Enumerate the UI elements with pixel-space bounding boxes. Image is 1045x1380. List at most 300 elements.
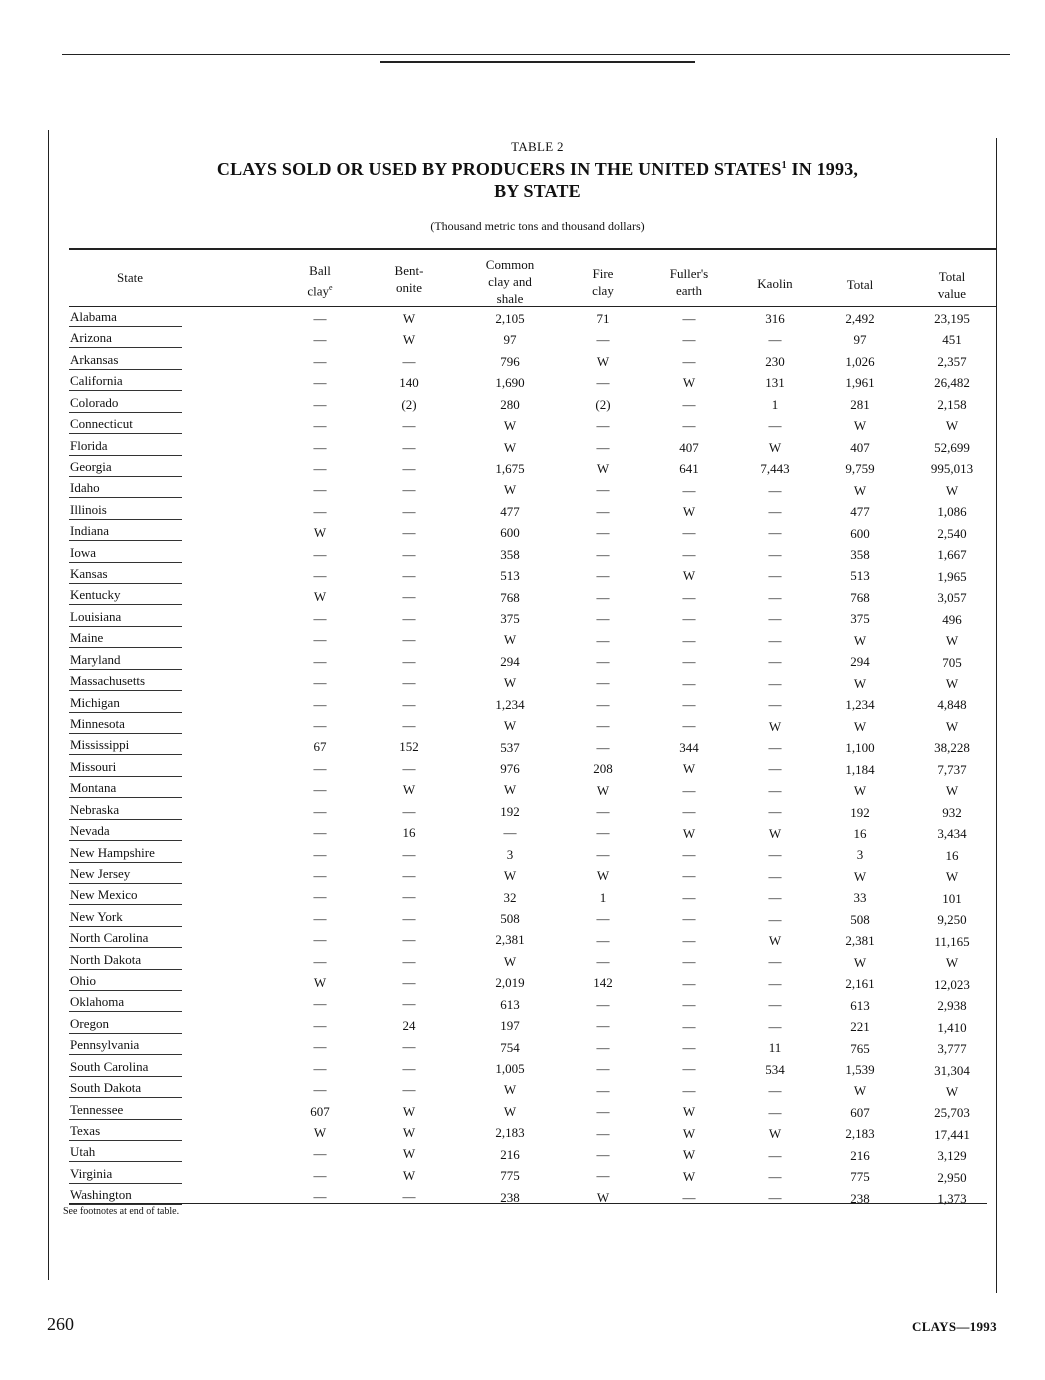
cell-kaolin: — bbox=[768, 911, 782, 927]
cell-fullers-earth: W bbox=[682, 1125, 696, 1141]
cell-fire-clay: — bbox=[596, 1146, 610, 1162]
cell-total: 508 bbox=[850, 911, 870, 927]
cell-total-value: 3,777 bbox=[937, 1041, 967, 1057]
cell-common-clay: 2,105 bbox=[495, 311, 525, 326]
cell-bentonite: — bbox=[402, 696, 416, 712]
state-underline bbox=[69, 412, 182, 413]
cell-bentonite: — bbox=[402, 525, 416, 541]
cell-bentonite: — bbox=[402, 932, 416, 948]
cell-total-value: 11,165 bbox=[934, 933, 970, 949]
cell-ball-clay: — bbox=[313, 932, 327, 948]
cell-bentonite: — bbox=[402, 632, 416, 648]
cell-kaolin: — bbox=[768, 804, 782, 820]
state-underline bbox=[69, 947, 182, 948]
cell-fire-clay: — bbox=[596, 568, 610, 584]
title-footnote-mark: 1 bbox=[781, 160, 787, 171]
cell-common-clay: W bbox=[503, 782, 517, 798]
cell-common-clay: 600 bbox=[500, 525, 520, 541]
cell-bentonite: (2) bbox=[401, 396, 417, 412]
cell-bentonite: 24 bbox=[402, 1017, 416, 1033]
cell-bentonite: — bbox=[402, 996, 416, 1012]
table-row bbox=[0, 330, 1045, 351]
cell-total: 2,183 bbox=[845, 1126, 875, 1142]
table-row bbox=[0, 823, 1045, 844]
cell-ball-clay: — bbox=[313, 1146, 327, 1162]
cell-fire-clay: 142 bbox=[593, 975, 613, 991]
top-rule bbox=[62, 54, 1010, 55]
cell-total-value: 995,013 bbox=[930, 461, 974, 477]
state-name: Utah bbox=[70, 1144, 96, 1160]
cell-total: 221 bbox=[850, 1019, 870, 1035]
cell-total: W bbox=[853, 675, 867, 691]
header-ball-clay-line2: clay bbox=[307, 283, 330, 299]
cell-kaolin: — bbox=[768, 975, 782, 991]
cell-kaolin: — bbox=[768, 1104, 782, 1120]
cell-bentonite: — bbox=[402, 1082, 416, 1098]
cell-bentonite: — bbox=[402, 867, 416, 883]
cell-total-value: 31,304 bbox=[934, 1062, 970, 1078]
state-underline bbox=[69, 712, 182, 713]
cell-total: 97 bbox=[853, 332, 867, 348]
header-bentonite-line1: Bent- bbox=[394, 263, 424, 278]
cell-common-clay: 97 bbox=[503, 332, 517, 348]
state-underline bbox=[69, 1183, 182, 1184]
title-line1 bbox=[217, 159, 858, 179]
table-row bbox=[0, 1166, 1045, 1187]
cell-fire-clay: — bbox=[596, 846, 610, 862]
cell-total-value: W bbox=[945, 482, 959, 498]
cell-total: W bbox=[853, 954, 867, 970]
cell-common-clay: W bbox=[503, 953, 517, 969]
cell-ball-clay: — bbox=[313, 760, 327, 776]
state-underline bbox=[69, 1054, 182, 1055]
cell-total-value: W bbox=[945, 869, 959, 885]
cell-common-clay: 3 bbox=[506, 846, 514, 862]
cell-kaolin: — bbox=[768, 1147, 782, 1163]
state-name: South Carolina bbox=[70, 1058, 149, 1074]
cell-total-value: 9,250 bbox=[937, 912, 967, 928]
cell-total: 1,100 bbox=[845, 740, 875, 756]
cell-fullers-earth: W bbox=[682, 375, 696, 391]
cell-ball-clay: — bbox=[313, 675, 327, 691]
cell-ball-clay: — bbox=[313, 546, 327, 562]
header-total-text: Total bbox=[846, 277, 874, 292]
table-row bbox=[0, 845, 1045, 866]
table-row bbox=[0, 587, 1045, 608]
cell-fullers-earth: — bbox=[682, 782, 696, 798]
cell-ball-clay: — bbox=[313, 696, 327, 712]
cell-fullers-earth: — bbox=[682, 868, 696, 884]
table-row bbox=[0, 1144, 1045, 1165]
cell-bentonite: — bbox=[402, 675, 416, 691]
state-name: Florida bbox=[70, 437, 108, 453]
cell-bentonite: — bbox=[402, 503, 416, 519]
cell-ball-clay: — bbox=[313, 632, 327, 648]
state-name: Virginia bbox=[70, 1165, 113, 1181]
cell-fire-clay: 208 bbox=[593, 761, 613, 777]
cell-bentonite: — bbox=[402, 1060, 416, 1076]
cell-fullers-earth: 407 bbox=[679, 439, 699, 455]
cell-fire-clay: — bbox=[596, 375, 610, 391]
table-row bbox=[0, 780, 1045, 801]
cell-fullers-earth: W bbox=[682, 1168, 696, 1184]
cell-total-value: 16 bbox=[945, 847, 959, 863]
cell-fire-clay: — bbox=[596, 546, 610, 562]
table-row bbox=[0, 652, 1045, 673]
cell-bentonite: — bbox=[402, 610, 416, 626]
cell-fire-clay: — bbox=[596, 804, 610, 819]
cell-kaolin: — bbox=[768, 332, 782, 348]
state-underline bbox=[69, 455, 182, 456]
cell-ball-clay: — bbox=[313, 418, 327, 434]
state-name: Maryland bbox=[70, 651, 121, 667]
cell-bentonite: W bbox=[402, 1103, 416, 1119]
cell-ball-clay: — bbox=[313, 482, 327, 498]
header-ball-clay bbox=[290, 262, 350, 299]
cell-fire-clay: — bbox=[596, 675, 610, 691]
cell-common-clay: W bbox=[503, 482, 517, 498]
cell-fullers-earth: — bbox=[682, 353, 696, 369]
state-name: Montana bbox=[70, 780, 117, 796]
cell-total: 281 bbox=[850, 396, 870, 412]
cell-bentonite: — bbox=[402, 846, 416, 862]
cell-common-clay: W bbox=[503, 439, 517, 455]
cell-fullers-earth: — bbox=[682, 654, 696, 670]
state-name: Minnesota bbox=[70, 715, 125, 731]
cell-fullers-earth: — bbox=[682, 675, 696, 691]
table-row bbox=[0, 952, 1045, 973]
table-row bbox=[0, 309, 1045, 330]
cell-kaolin: — bbox=[768, 697, 782, 713]
cell-ball-clay: — bbox=[313, 846, 327, 862]
cell-fire-clay: W bbox=[596, 1189, 610, 1205]
cell-total-value: W bbox=[945, 633, 959, 649]
cell-total: 1,026 bbox=[845, 353, 875, 369]
cell-ball-clay: — bbox=[313, 375, 327, 391]
cell-common-clay: 216 bbox=[500, 1146, 520, 1162]
cell-total-value: 52,699 bbox=[934, 439, 970, 455]
cell-total-value: 2,540 bbox=[937, 525, 967, 541]
cell-ball-clay: W bbox=[313, 589, 327, 605]
cell-common-clay: W bbox=[503, 1082, 517, 1098]
header-fullers-earth-line1: Fuller's bbox=[669, 266, 709, 281]
state-underline bbox=[69, 776, 182, 777]
header-fire-clay-line1: Fire bbox=[592, 266, 614, 281]
cell-total: W bbox=[853, 1083, 867, 1099]
cell-fire-clay: — bbox=[596, 611, 610, 627]
state-name: Kansas bbox=[70, 566, 108, 582]
state-name: Missouri bbox=[70, 758, 117, 774]
cell-kaolin: 7,443 bbox=[760, 461, 790, 477]
header-total bbox=[830, 276, 890, 293]
cell-kaolin: 230 bbox=[765, 353, 785, 369]
cell-ball-clay: — bbox=[313, 1060, 327, 1076]
cell-fullers-earth: — bbox=[682, 546, 696, 562]
cell-bentonite: — bbox=[402, 439, 416, 455]
state-underline bbox=[69, 904, 182, 905]
state-underline bbox=[69, 1076, 182, 1077]
state-underline bbox=[69, 562, 182, 563]
table-subtitle: (Thousand metric tons and thousand dollars) bbox=[430, 219, 645, 233]
cell-total: 375 bbox=[850, 611, 870, 627]
cell-fullers-earth: — bbox=[682, 847, 696, 863]
cell-total-value: 2,938 bbox=[937, 998, 967, 1014]
header-common-clay-line3: shale bbox=[496, 291, 524, 306]
cell-common-clay: 197 bbox=[500, 1018, 520, 1034]
cell-common-clay: W bbox=[503, 868, 517, 884]
running-head: CLAYS—1993 bbox=[912, 1319, 997, 1334]
table-row bbox=[0, 973, 1045, 994]
state-name: Indiana bbox=[70, 523, 109, 539]
cell-fire-clay: — bbox=[596, 696, 610, 712]
cell-ball-clay: — bbox=[313, 353, 327, 369]
cell-fullers-earth: — bbox=[682, 889, 696, 905]
state-underline bbox=[69, 497, 182, 498]
state-name: Texas bbox=[70, 1122, 101, 1138]
cell-fullers-earth: — bbox=[682, 975, 696, 991]
cell-fire-clay: W bbox=[596, 782, 610, 798]
cell-common-clay: W bbox=[503, 1103, 517, 1119]
cell-fullers-earth: — bbox=[682, 418, 696, 434]
state-underline bbox=[69, 1033, 182, 1034]
cell-kaolin: — bbox=[768, 997, 782, 1013]
footnote: See footnotes at end of table. bbox=[63, 1206, 180, 1217]
cell-total: 192 bbox=[850, 804, 870, 820]
cell-total: 607 bbox=[850, 1104, 870, 1120]
cell-fullers-earth: — bbox=[682, 332, 696, 348]
cell-total: 613 bbox=[850, 997, 870, 1013]
cell-kaolin: — bbox=[768, 482, 782, 498]
table-row bbox=[0, 1059, 1045, 1080]
cell-ball-clay: — bbox=[313, 1167, 327, 1183]
state-underline bbox=[69, 862, 182, 863]
page-number: 260 bbox=[47, 1314, 74, 1334]
state-underline bbox=[69, 690, 182, 691]
cell-total: 775 bbox=[850, 1169, 870, 1185]
cell-total-value: 1,965 bbox=[937, 568, 967, 584]
cell-ball-clay: — bbox=[313, 953, 327, 969]
cell-total-value: 3,129 bbox=[937, 1148, 967, 1164]
header-ball-clay-line1: Ball bbox=[309, 263, 331, 278]
table-row bbox=[0, 545, 1045, 566]
cell-total: 2,161 bbox=[845, 976, 875, 992]
cell-fullers-earth: — bbox=[682, 932, 696, 948]
state-name: Nebraska bbox=[70, 801, 120, 817]
cell-bentonite: W bbox=[402, 1167, 416, 1183]
cell-kaolin: — bbox=[768, 782, 782, 798]
cell-total-value: 1,667 bbox=[937, 547, 967, 563]
table-row bbox=[0, 737, 1045, 758]
state-underline bbox=[69, 840, 182, 841]
cell-fullers-earth: — bbox=[682, 1061, 696, 1077]
cell-ball-clay: W bbox=[313, 975, 327, 991]
state-name: Washington bbox=[70, 1187, 132, 1203]
state-name: Arizona bbox=[70, 330, 112, 346]
cell-ball-clay: W bbox=[313, 525, 327, 541]
cell-total: 477 bbox=[850, 504, 870, 520]
cell-fire-clay: — bbox=[596, 1039, 610, 1055]
cell-fullers-earth: W bbox=[682, 503, 696, 519]
cell-total-value: 496 bbox=[942, 611, 962, 627]
cell-fire-clay: — bbox=[596, 1082, 610, 1098]
table-row bbox=[0, 1080, 1045, 1101]
header-bentonite-line2: onite bbox=[396, 280, 422, 295]
cell-common-clay: 508 bbox=[500, 910, 520, 926]
cell-bentonite: W bbox=[402, 1124, 416, 1140]
cell-fire-clay: — bbox=[596, 954, 610, 970]
cell-ball-clay: — bbox=[313, 1082, 327, 1098]
cell-ball-clay: — bbox=[313, 332, 327, 348]
cell-bentonite: 152 bbox=[399, 739, 419, 755]
cell-total: 238 bbox=[850, 1190, 870, 1206]
state-underline bbox=[69, 626, 182, 627]
cell-total-value: 101 bbox=[942, 890, 962, 906]
cell-total: W bbox=[853, 632, 867, 648]
cell-common-clay: 613 bbox=[500, 996, 520, 1012]
state-underline bbox=[69, 604, 182, 605]
cell-fire-clay: W bbox=[596, 353, 610, 369]
header-total-value-line2: value bbox=[937, 286, 967, 301]
cell-kaolin: — bbox=[768, 954, 782, 970]
state-name: Tennessee bbox=[70, 1101, 124, 1117]
cell-kaolin: — bbox=[768, 611, 782, 627]
cell-fire-clay: — bbox=[596, 1168, 610, 1184]
cell-bentonite: — bbox=[402, 717, 416, 733]
cell-bentonite: — bbox=[402, 460, 416, 476]
state-name: Nevada bbox=[70, 823, 110, 839]
cell-total: W bbox=[853, 783, 867, 799]
table-row bbox=[0, 630, 1045, 651]
cell-common-clay: 1,690 bbox=[495, 375, 525, 391]
cell-kaolin: 11 bbox=[768, 1040, 782, 1056]
cell-fire-clay: — bbox=[596, 825, 610, 841]
cell-total-value: 26,482 bbox=[934, 375, 970, 391]
cell-common-clay: 375 bbox=[500, 610, 520, 626]
cell-total: 768 bbox=[850, 589, 870, 605]
cell-total-value: 1,410 bbox=[937, 1019, 967, 1035]
table-row bbox=[0, 523, 1045, 544]
state-underline bbox=[69, 1161, 182, 1162]
cell-fire-clay: W bbox=[596, 461, 610, 477]
cell-fullers-earth: — bbox=[682, 482, 696, 498]
cell-kaolin: — bbox=[768, 847, 782, 863]
table-label: TABLE 2 bbox=[511, 139, 564, 154]
cell-total-value: 2,950 bbox=[937, 1169, 967, 1185]
cell-total-value: 4,848 bbox=[937, 697, 967, 713]
title-line2: BY STATE bbox=[494, 181, 581, 201]
cell-kaolin: — bbox=[768, 632, 782, 648]
cell-total: 1,961 bbox=[845, 375, 875, 391]
cell-total-value: W bbox=[945, 718, 959, 734]
cell-ball-clay: — bbox=[313, 1189, 327, 1205]
cell-total: W bbox=[853, 718, 867, 734]
cell-total-value: 3,057 bbox=[937, 590, 967, 606]
header-state bbox=[100, 269, 160, 286]
cell-bentonite: 140 bbox=[399, 375, 419, 391]
cell-total: 294 bbox=[850, 654, 870, 670]
cell-ball-clay: 607 bbox=[310, 1103, 330, 1119]
header-ball-clay-mark: e bbox=[329, 283, 333, 292]
cell-common-clay: 2,019 bbox=[495, 975, 525, 991]
cell-total-value: 38,228 bbox=[934, 740, 970, 756]
cell-kaolin: — bbox=[768, 504, 782, 520]
cell-ball-clay: — bbox=[313, 1017, 327, 1033]
state-underline bbox=[69, 969, 182, 970]
cell-bentonite: — bbox=[402, 910, 416, 926]
cell-total-value: 1,373 bbox=[937, 1191, 967, 1207]
cell-total-value: 3,434 bbox=[937, 826, 967, 842]
cell-kaolin: — bbox=[768, 589, 782, 605]
state-underline bbox=[69, 883, 182, 884]
state-name: Idaho bbox=[70, 480, 100, 496]
state-underline bbox=[69, 390, 182, 391]
cell-kaolin: 1 bbox=[771, 396, 779, 412]
title-text-b: IN 1993, bbox=[786, 159, 859, 179]
cell-common-clay: 2,381 bbox=[495, 932, 525, 948]
cell-fire-clay: — bbox=[596, 1104, 610, 1120]
table-row bbox=[0, 609, 1045, 630]
cell-common-clay: 238 bbox=[500, 1189, 520, 1205]
cell-total-value: 12,023 bbox=[934, 976, 970, 992]
cell-common-clay: W bbox=[503, 418, 517, 434]
table-row bbox=[0, 759, 1045, 780]
cell-fire-clay: — bbox=[596, 632, 610, 648]
state-name: New Hampshire bbox=[70, 844, 155, 860]
cell-total-value: W bbox=[945, 418, 959, 434]
cell-fullers-earth: — bbox=[682, 718, 696, 734]
cell-common-clay: 775 bbox=[500, 1168, 520, 1184]
cell-ball-clay: 67 bbox=[313, 739, 327, 755]
cell-fullers-earth: W bbox=[682, 1104, 696, 1120]
cell-fire-clay: — bbox=[596, 996, 610, 1012]
cell-fullers-earth: 641 bbox=[679, 461, 699, 477]
state-underline bbox=[69, 797, 182, 798]
cell-ball-clay: — bbox=[313, 460, 327, 476]
state-underline bbox=[69, 369, 182, 370]
cell-fullers-earth: — bbox=[682, 911, 696, 927]
state-underline bbox=[69, 926, 182, 927]
cell-total-value: 1,086 bbox=[937, 504, 967, 520]
cell-kaolin: 131 bbox=[765, 375, 785, 391]
cell-total-value: W bbox=[945, 955, 959, 971]
table-row bbox=[0, 866, 1045, 887]
cell-fullers-earth: — bbox=[682, 396, 696, 412]
cell-ball-clay: — bbox=[313, 653, 327, 669]
table-row bbox=[0, 566, 1045, 587]
cell-common-clay: 1,234 bbox=[495, 696, 525, 712]
state-name: North Dakota bbox=[70, 951, 142, 967]
table-row bbox=[0, 1016, 1045, 1037]
table-row bbox=[0, 1102, 1045, 1123]
cell-total: 513 bbox=[850, 568, 870, 584]
cell-fullers-earth: — bbox=[682, 997, 696, 1013]
state-name: Pennsylvania bbox=[70, 1037, 140, 1053]
cell-fire-clay: — bbox=[596, 1125, 610, 1141]
cell-common-clay: W bbox=[503, 632, 517, 648]
cell-common-clay: 2,183 bbox=[495, 1125, 525, 1141]
title-text-a: CLAYS SOLD OR USED BY PRODUCERS IN THE UNITED STATES bbox=[216, 159, 782, 179]
cell-bentonite: 16 bbox=[402, 825, 416, 841]
cell-kaolin: — bbox=[768, 654, 782, 670]
cell-total: 1,539 bbox=[845, 1062, 875, 1077]
state-underline bbox=[69, 1097, 182, 1098]
state-underline bbox=[69, 754, 182, 755]
table-row bbox=[0, 802, 1045, 823]
state-name: Kentucky bbox=[70, 587, 121, 603]
cell-total-value: W bbox=[945, 676, 959, 692]
cell-kaolin: W bbox=[768, 1126, 782, 1142]
state-name: New York bbox=[70, 908, 123, 924]
